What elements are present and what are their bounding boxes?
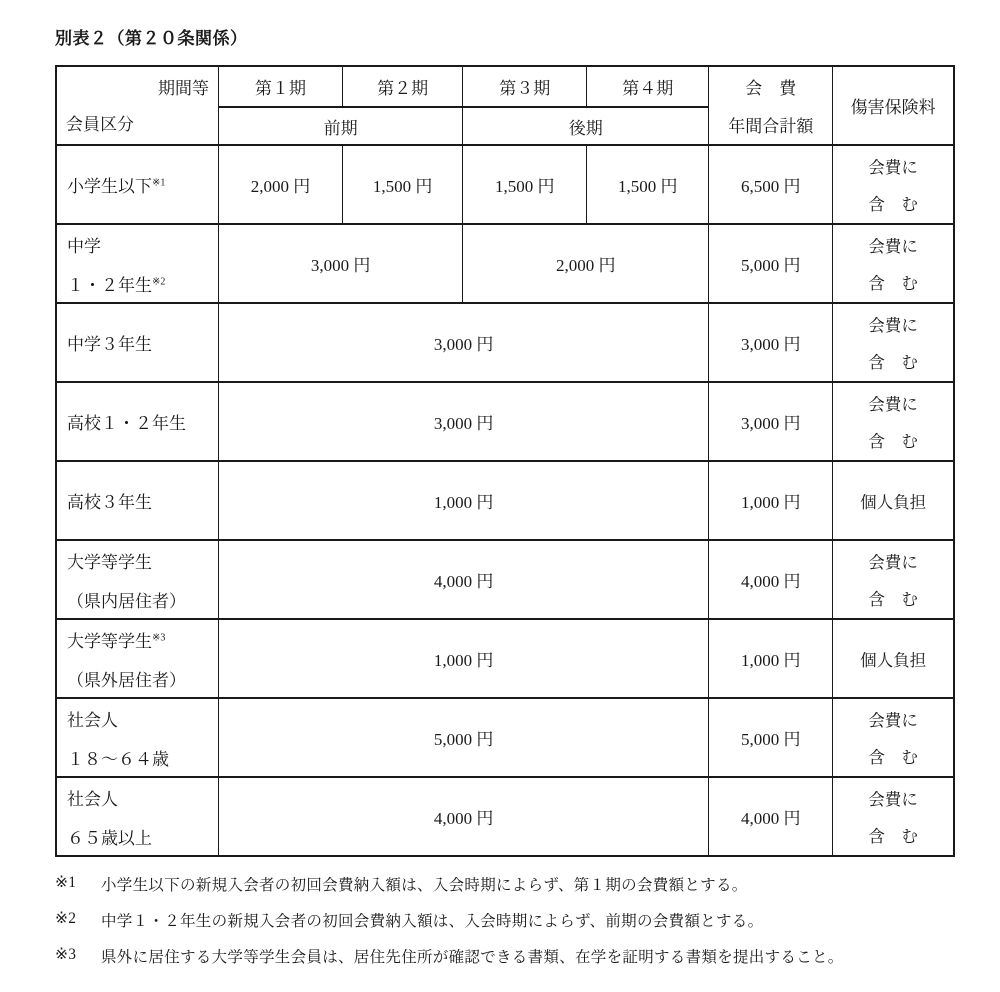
corner-header-cell: [56, 66, 219, 145]
row-label-line-2: １８～６４歳: [67, 749, 169, 769]
table-row-junior-high-3: [56, 303, 954, 382]
column-header-period-2: 第２期: [342, 66, 462, 107]
table-row-junior-high-1-2: [56, 224, 954, 303]
annual-total-cell: 4,000 円: [709, 777, 833, 856]
column-header-period-4: 第４期: [587, 66, 709, 107]
column-header-second-half: 後期: [463, 107, 709, 145]
row-label-inner: [57, 699, 218, 776]
fee-cell-period-2: 1,500 円: [342, 145, 462, 224]
row-label-cell: [56, 145, 219, 224]
insurance-line-2: 含 む: [868, 432, 918, 451]
insurance-cell: [833, 145, 954, 224]
row-label-line-2: （県内居住者）: [67, 591, 186, 611]
fee-cell-full-year: 4,000 円: [219, 540, 709, 619]
insurance-line-2: 含 む: [868, 274, 918, 293]
insurance-cell-inner: [833, 620, 953, 697]
annual-total-cell: 5,000 円: [709, 224, 833, 303]
table-row-adult-18-64: [56, 698, 954, 777]
row-label-line-1: 中学: [67, 236, 101, 256]
insurance-line-1: 会費に: [868, 395, 918, 414]
fee-cell-period-1: 2,000 円: [219, 145, 343, 224]
note-reference: ※2: [152, 275, 166, 287]
row-label-line-1: 高校３年生: [67, 493, 152, 512]
insurance-cell: [833, 224, 954, 303]
table-row-university-out-of-prefecture: [56, 619, 954, 698]
annual-total-line-1: 会 費: [745, 79, 797, 98]
row-label-cell: [56, 777, 219, 856]
document-content: [55, 24, 957, 967]
insurance-cell: [833, 619, 954, 698]
table-row-elementary: [56, 145, 954, 224]
annual-total-line-2: 年間合計額: [728, 117, 814, 136]
page-title: 別表２（第２０条関係）: [55, 29, 248, 48]
footnote-marker: ※2: [55, 910, 77, 927]
row-label-line-2: ６５歳以上: [67, 828, 152, 848]
insurance-line-2: 含 む: [868, 827, 918, 846]
row-label-inner: [57, 541, 218, 618]
fee-cell-period-4: 1,500 円: [587, 145, 709, 224]
row-label-cell: [56, 303, 219, 382]
table-header: [56, 66, 954, 145]
fee-cell-full-year: 3,000 円: [219, 303, 709, 382]
insurance-cell: [833, 698, 954, 777]
insurance-line-2: 含 む: [868, 353, 918, 372]
footnote-2: [55, 909, 957, 931]
row-label-line-1: 中学３年生: [67, 335, 152, 354]
fee-cell-full-year: 1,000 円: [219, 461, 709, 540]
row-label-inner: [57, 778, 218, 855]
insurance-line-1: 会費に: [868, 553, 918, 572]
insurance-cell-inner: [833, 541, 953, 618]
insurance-line-1: 会費に: [868, 237, 918, 256]
fee-cell-full-year: 4,000 円: [219, 777, 709, 856]
annual-total-cell: 3,000 円: [709, 303, 833, 382]
annual-total-cell: 3,000 円: [709, 382, 833, 461]
membership-fee-table: [55, 65, 955, 857]
table-row-adult-65-over: [56, 777, 954, 856]
fee-cell-first-half: 3,000 円: [219, 224, 463, 303]
footnote-text: 県外に居住する大学等学生会員は、居住先住所が確認できる書類、在学を証明する書類を提出すること。: [101, 949, 844, 966]
table-row-high-school-3: [56, 461, 954, 540]
fee-cell-period-3: 1,500 円: [463, 145, 587, 224]
row-label-line-1: 小学生以下$^{※1}$: [67, 177, 166, 196]
insurance-line-1: 会費に: [868, 790, 918, 809]
row-label-cell: [56, 224, 219, 303]
footnote-marker: ※1: [55, 874, 77, 891]
footnote-marker: ※3: [55, 946, 77, 963]
footnote-text: 小学生以下の新規入会者の初回会費納入額は、入会時期によらず、第１期の会費額とする。: [101, 877, 748, 894]
insurance-cell-inner: [833, 383, 953, 460]
column-header-first-half: 前期: [219, 107, 463, 145]
note-reference: ※1: [152, 177, 166, 189]
annual-total-cell: 4,000 円: [709, 540, 833, 619]
insurance-cell-inner: [833, 462, 953, 539]
row-label-inner: [57, 304, 218, 381]
row-label-line-2: （県外居住者）: [67, 670, 186, 690]
insurance-cell: [833, 540, 954, 619]
corner-label-member-category: 会員区分: [66, 115, 134, 134]
annual-total-cell: 1,000 円: [709, 461, 833, 540]
row-label-cell: [56, 698, 219, 777]
fee-cell-full-year: 5,000 円: [219, 698, 709, 777]
row-label-inner: [57, 146, 218, 223]
insurance-cell-inner: [833, 699, 953, 776]
row-label-line-1: 大学等学生: [67, 552, 152, 572]
insurance-cell-inner: [833, 146, 953, 223]
table-body: [56, 145, 954, 856]
row-label-inner: [57, 462, 218, 539]
annual-total-cell: 6,500 円: [709, 145, 833, 224]
note-reference: ※3: [152, 631, 166, 643]
insurance-cell: [833, 461, 954, 540]
annual-total-cell: 5,000 円: [709, 698, 833, 777]
insurance-cell-inner: [833, 778, 953, 855]
column-header-period-1: 第１期: [219, 66, 343, 107]
column-header-annual-total: [709, 66, 833, 145]
fee-cell-full-year: 3,000 円: [219, 382, 709, 461]
row-label-line-1: 社会人: [67, 710, 118, 730]
header-row-1: [56, 66, 954, 107]
column-header-insurance: 傷害保険料: [833, 66, 954, 145]
annual-total-cell: 1,000 円: [709, 619, 833, 698]
annual-total-header-inner: [709, 67, 832, 144]
row-label-line-1: 大学等学生$^{※3}$: [67, 631, 166, 651]
footnote-1: [55, 873, 957, 895]
insurance-line-1: 会費に: [868, 158, 918, 177]
insurance-line-1: 個人負担: [860, 492, 927, 512]
column-header-period-3: 第３期: [463, 66, 587, 107]
footnotes: [55, 873, 957, 967]
insurance-cell: [833, 777, 954, 856]
row-label-inner: [57, 225, 218, 302]
row-label-line-2: １・２年生$^{※2}$: [67, 275, 166, 295]
insurance-line-1: 個人負担: [860, 650, 927, 670]
fee-cell-full-year: 1,000 円: [219, 619, 709, 698]
insurance-line-1: 会費に: [868, 711, 918, 730]
row-label-line-1: 社会人: [67, 789, 118, 809]
insurance-cell: [833, 382, 954, 461]
insurance-cell-inner: [833, 304, 953, 381]
table-row-high-school-1-2: [56, 382, 954, 461]
insurance-line-2: 含 む: [868, 748, 918, 767]
insurance-cell-inner: [833, 225, 953, 302]
fee-cell-second-half: 2,000 円: [463, 224, 709, 303]
row-label-cell: [56, 540, 219, 619]
footnote-3: [55, 945, 957, 967]
corner-header-inner: [57, 67, 218, 144]
row-label-line-1: 高校１・２年生: [67, 414, 186, 433]
row-label-inner: [57, 620, 218, 697]
row-label-cell: [56, 382, 219, 461]
insurance-line-2: 含 む: [868, 195, 918, 214]
insurance-cell: [833, 303, 954, 382]
row-label-cell: [56, 461, 219, 540]
row-label-inner: [57, 383, 218, 460]
insurance-line-2: 含 む: [868, 590, 918, 609]
footnote-text: 中学１・２年生の新規入会者の初回会費納入額は、入会時期によらず、前期の会費額とする。: [101, 913, 764, 930]
table-row-university-in-prefecture: [56, 540, 954, 619]
corner-label-period: 期間等: [158, 79, 210, 98]
row-label-cell: [56, 619, 219, 698]
insurance-line-1: 会費に: [868, 316, 918, 335]
